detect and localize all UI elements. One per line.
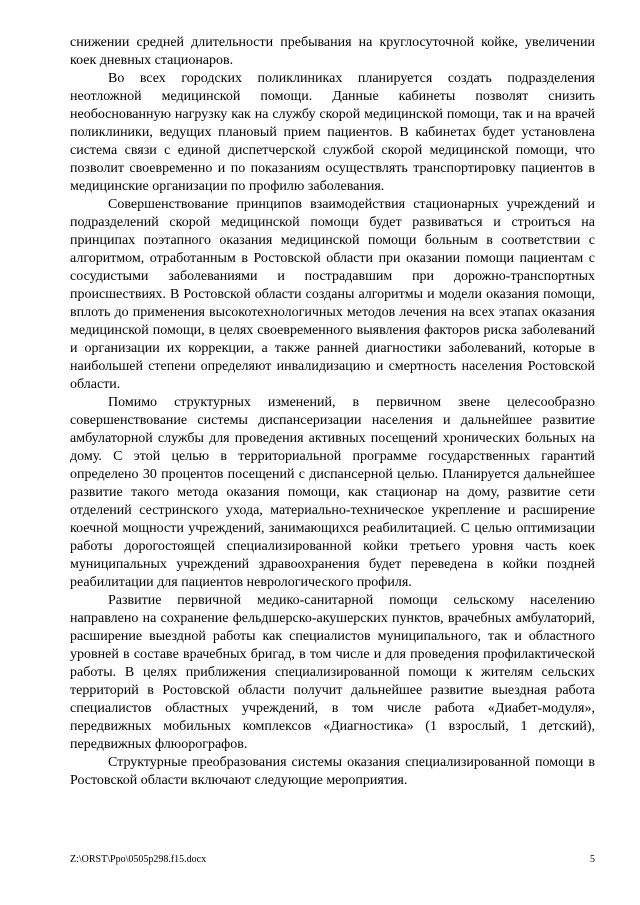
paragraph-emergency-care-units: Во всех городских поликлиниках планируется создать подразделения неотложной медицинской помощи. Данные кабинеты позволят снизить необоснованную нагрузку как на службу скорой медицинской помощи, так и на врачей поликлиники, ведущих плановый прием пациентов. В кабинетах будет установлена система связи с единой диспетчерской службой скорой медицинской помощи, что позволит своевременно и по показаниям осуществлять транспортировку пациентов в медицинские организации по профилю заболевания. (70, 71, 595, 194)
paragraph-rural-care: Развитие первичной медико-санитарной помощи сельскому населению направлено на сохранение фельдшерско-акушерских пунктов, врачебных амбулаторий, расширение выездной работы как специалистов муниципального, так и областного уровней в составе врачебных бригад, в том числе и для проведения профилактической работы. В целях приближения специализированной помощи к жителям сельских территорий в Ростовской области получит дальнейшее развитие выездная работа специалистов областных учреждений, в том числе работа «Диабет-модуля», передвижных мобильных комплексов «Диагностика» (1 взрослый, 1 детский), передвижных флюорографов. (70, 593, 595, 752)
page-number: 5 (590, 854, 595, 865)
footer-file-path: Z:\ORST\Ppo\0505p298.f15.docx (70, 854, 207, 865)
paragraph-hospital-interaction: Совершенствование принципов взаимодействия стационарных учреждений и подразделений скорой медицинской помощи будет развиваться и строиться на принципах поэтапного оказания медицинской помощи больным в соответствии с алгоритмом, отработанным в Ростовской области при оказании помощи пациентам с сосудистыми заболеваниями и пострадавшим при дорожно-транспортных происшествиях. В Ростовской области созданы алгоритмы и модели оказания помощи, вплоть до применения высокотехнологичных методов лечения на всех этапах оказания медицинской помощи, в целях своевременного выявления факторов риска заболеваний и организации их коррекции, а также ранней диагностики заболеваний, которые в наибольшей степени определяют инвалидизацию и смертность населения Ростовской области. (70, 197, 595, 392)
paragraph-continuation: снижении средней длительности пребывания на круглосуточной койке, увеличении коек дневных стационаров. (70, 35, 595, 68)
page-footer (70, 853, 595, 867)
document-body (70, 34, 595, 790)
paragraph-primary-care-changes: Помимо структурных изменений, в первичном звене целесообразно совершенствование системы диспансеризации населения и дальнейшее развитие амбулаторной службы для проведения активных посещений хронических больных на дому. С этой целью в территориальной программе государственных гарантий определено 30 процентов посещений с диспансерной целью. Планируется дальнейшее развитие такого метода оказания помощи, как стационар на дому, развитие сети отделений сестринского ухода, материально-техническое укрепление и расширение коечной мощности учреждений, занимающихся реабилитацией. С целью оптимизации работы дорогостоящей специализированной койки третьего уровня часть коек муниципальных учреждений здравоохранения будет переведена в койки поздней реабилитации для пациентов неврологического профиля. (70, 395, 595, 590)
paragraph-structural-transformations: Структурные преобразования системы оказания специализированной помощи в Ростовской области включают следующие мероприятия. (70, 755, 595, 788)
